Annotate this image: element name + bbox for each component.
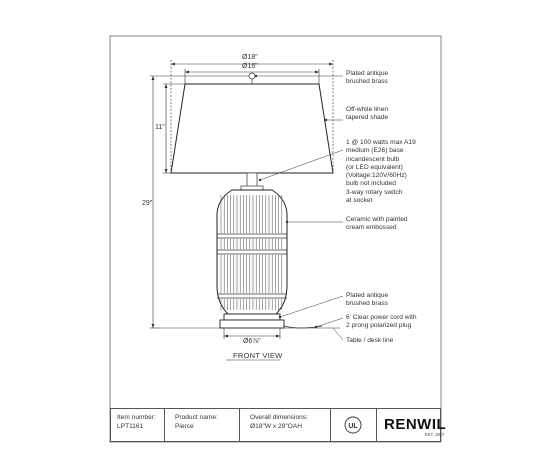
title-cell-product [164,408,240,442]
note-shade: Off-white linen tapered shade [346,106,389,122]
dim-base-diameter: Ø6⅞" [243,338,261,345]
note-finial: Plated antique brushed brass [346,70,389,86]
brand-logo: RENWIL [384,416,447,433]
note-body: Ceramic with painted cream embossed [346,216,408,232]
finial [249,73,255,84]
note-bulb: 1 @ 100 watts max A19 medium (E26) base incandescent bulb (or LED equivalent) (Voltage:120V/60Hz) bulb not included 3-way rotary switch at socket [346,139,416,205]
ul-mark-text: UL [348,423,358,430]
ul-certification-icon [331,409,376,441]
dim-shade-height: 11" [155,124,165,131]
dim-shade-bottom: Ø18" [242,54,258,61]
product-name: Pierce [175,423,194,430]
lamp-shade [171,84,333,173]
lamp-neck [241,173,263,190]
lamp-base [220,314,284,328]
title-cell-item [110,408,165,442]
overall-label: Overall dimensions: [250,414,308,421]
title-cell-ul [330,408,377,442]
front-view-label: FRONT VIEW [233,351,283,360]
note-base: Plated antique brushed brass [346,292,389,308]
title-cell-overall [239,408,331,442]
product-name-label: Product name: [175,414,218,421]
item-number: LPT1161 [117,423,144,430]
note-cord: 6' Clear power cord with 2 prong polarized plug [346,314,417,330]
overall-value: Ø18"W x 29"OAH [250,423,302,430]
brand-est: EST. 1957 [425,432,445,437]
note-table-line: Table / desk line [346,337,394,344]
item-number-label: Item number: [117,414,156,421]
dim-overall-height: 29" [142,200,153,207]
lamp-body [217,190,287,314]
dim-shade-top: Ø16" [242,63,258,70]
